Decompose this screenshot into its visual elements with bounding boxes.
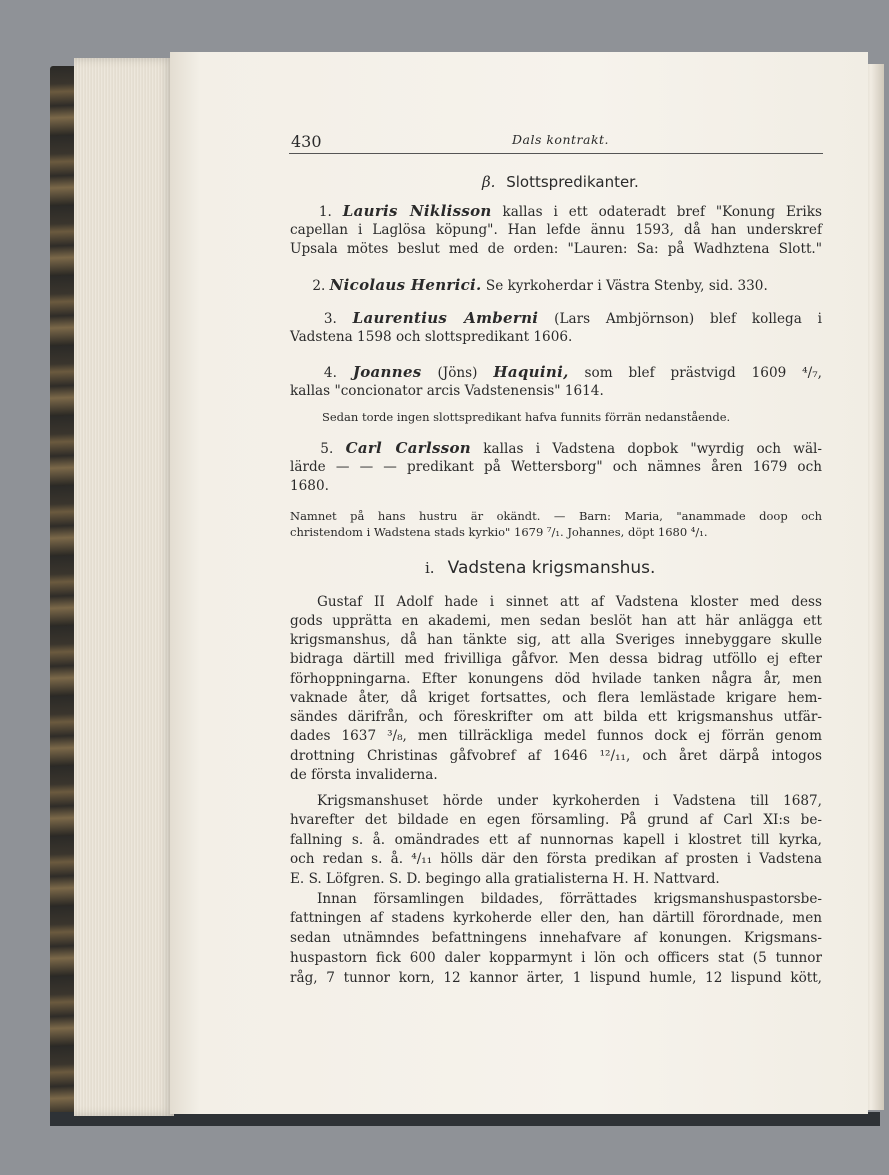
body-line: hvarefter det bildade en egen församling. På grund af Carl XI:s be-: [290, 812, 822, 828]
body-line: Krigsmanshuset hörde under kyrkoherden i Vadstena till 1687,: [317, 793, 822, 809]
entry-2-line-1: [290, 276, 822, 295]
entry-5-line-2: lärde — — — predikant på Wettersborg" och nämnes åren 1679 och: [290, 459, 822, 475]
entry-3-line-1: [290, 309, 822, 328]
entry-text: kallas i Vadstena dopbok "wyrdig och wäl-: [483, 441, 822, 457]
body-line: Innan församlingen bildades, förrättades krigsmanshuspastorsbe-: [317, 891, 822, 907]
section-title: Slottspredikanter.: [506, 173, 639, 191]
section-heading-krigsmanshus: [425, 558, 655, 578]
entry-number: 4.: [323, 365, 337, 381]
book-cover-bottom: [50, 1112, 880, 1126]
entry-4-line-1: [290, 363, 822, 382]
note-family-line-2: christendom i Wadstena stads kyrkio" 1679 ⁷/₁. Johannes, döpt 1680 ⁴/₁.: [290, 525, 708, 539]
person-name: Carl Carlsson: [345, 439, 471, 457]
person-name: Joannes: [352, 363, 422, 381]
person-surname: Haquini,: [493, 363, 569, 381]
entry-number: 3.: [323, 311, 337, 327]
entry-text: kallas i ett odateradt bref "Konung Eriks: [502, 204, 822, 220]
page-number: 430: [291, 132, 322, 151]
body-line: huspastorn fick 600 daler kopparmynt i lön och officers stat (5 tunnor: [290, 950, 822, 966]
entry-5-line-3: 1680.: [290, 478, 329, 494]
running-title: Dals kontrakt.: [512, 132, 610, 147]
entry-text: Se kyrkoherdar i Västra Stenby, sid. 330.: [485, 278, 768, 294]
section-marker: β.: [482, 173, 496, 191]
body-line: drottning Christinas gåfvobref af 1646 ¹²/₁₁, och året därpå intogos: [290, 748, 822, 764]
body-line: fattningen af stadens kyrkoherde eller den, han därtill förordnade, men: [290, 910, 822, 926]
person-name: Lauris Niklisson: [342, 202, 492, 220]
header-rule: [289, 153, 823, 154]
entry-1-line-1: [290, 202, 822, 221]
entry-number: 1.: [318, 204, 332, 220]
body-line: de första invaliderna.: [290, 767, 438, 783]
note-family-line-1: Namnet på hans hustru är okändt. — Barn: Maria, "anammade doop och: [290, 509, 822, 523]
entry-number: 2.: [312, 278, 326, 294]
body-line: dades 1637 ³/₈, men tillräckliga medel funnos dock ej förrän genom: [290, 728, 822, 744]
person-name: Nicolaus Henrici.: [329, 276, 482, 294]
entry-5-line-1: [290, 439, 822, 458]
body-line: Gustaf II Adolf hade i sinnet att af Vadstena kloster med dess: [317, 594, 822, 610]
body-line: sedan utnämndes befattningens innehafvare af konungen. Krigsmans-: [290, 930, 822, 946]
entry-number: 5.: [320, 441, 334, 457]
body-line: E. S. Löfgren. S. D. begingo alla gratialisterna H. H. Nattvard.: [290, 871, 720, 887]
entry-text: (Lars Ambjörnson) blef kollega i: [554, 311, 823, 327]
entry-1-line-2: capellan i Laglösa köpung". Han lefde ännu 1593, då han underskref: [290, 222, 822, 238]
note-successor: Sedan torde ingen slottspredikant hafva funnits förrän nedanstående.: [322, 410, 731, 424]
body-line: bidraga därtill med frivilliga gåfvor. Men dessa bidrag utföllo ej efter: [290, 651, 822, 667]
entry-3-line-2: Vadstena 1598 och slottspredikant 1606.: [290, 329, 573, 345]
entry-1-line-3: Upsala mötes beslut med de orden: "Lauren: Sa: på Wadhztena Slott.": [290, 241, 822, 257]
body-line: gods upprätta en akademi, men sedan beslöt han att här anlägga ett: [290, 613, 822, 629]
page-edges: [74, 58, 174, 1116]
body-line: krigsmanshus, då han tänkte sig, att alla Sveriges innebyggare skulle: [290, 632, 822, 648]
body-line: råg, 7 tunnor korn, 12 kannor ärter, 1 lispund humle, 12 lispund kött,: [290, 970, 822, 986]
person-alias: (Jöns): [437, 365, 478, 381]
section-heading-slottspredikanter: [482, 173, 639, 191]
section-title: Vadstena krigsmanshus.: [447, 558, 656, 578]
body-line: och redan s. å. ⁴/₁₁ hölls där den första predikan af prosten i Vadstena: [290, 851, 822, 867]
section-marker: i.: [425, 559, 435, 577]
person-name: Laurentius Amberni: [352, 309, 539, 327]
body-line: fallning s. å. omändrades ett af nunnornas kapell i klostret till kyrka,: [290, 832, 822, 848]
body-line: sändes därifrån, och föreskrifter om att bilda ett krigsmanshus utfär-: [290, 709, 822, 725]
entry-4-line-2: kallas "concionator arcis Vadstenensis" 1614.: [290, 383, 604, 399]
body-line: förhoppningarna. Efter konungens död hvilade tanken några år, men: [290, 671, 822, 687]
book-page: [170, 52, 868, 1114]
body-line: vaknade åter, då kriget fortsattes, och flera lemlästade krigare hem-: [290, 690, 822, 706]
entry-text: som blef prästvigd 1609 ⁴/₇,: [584, 365, 822, 381]
